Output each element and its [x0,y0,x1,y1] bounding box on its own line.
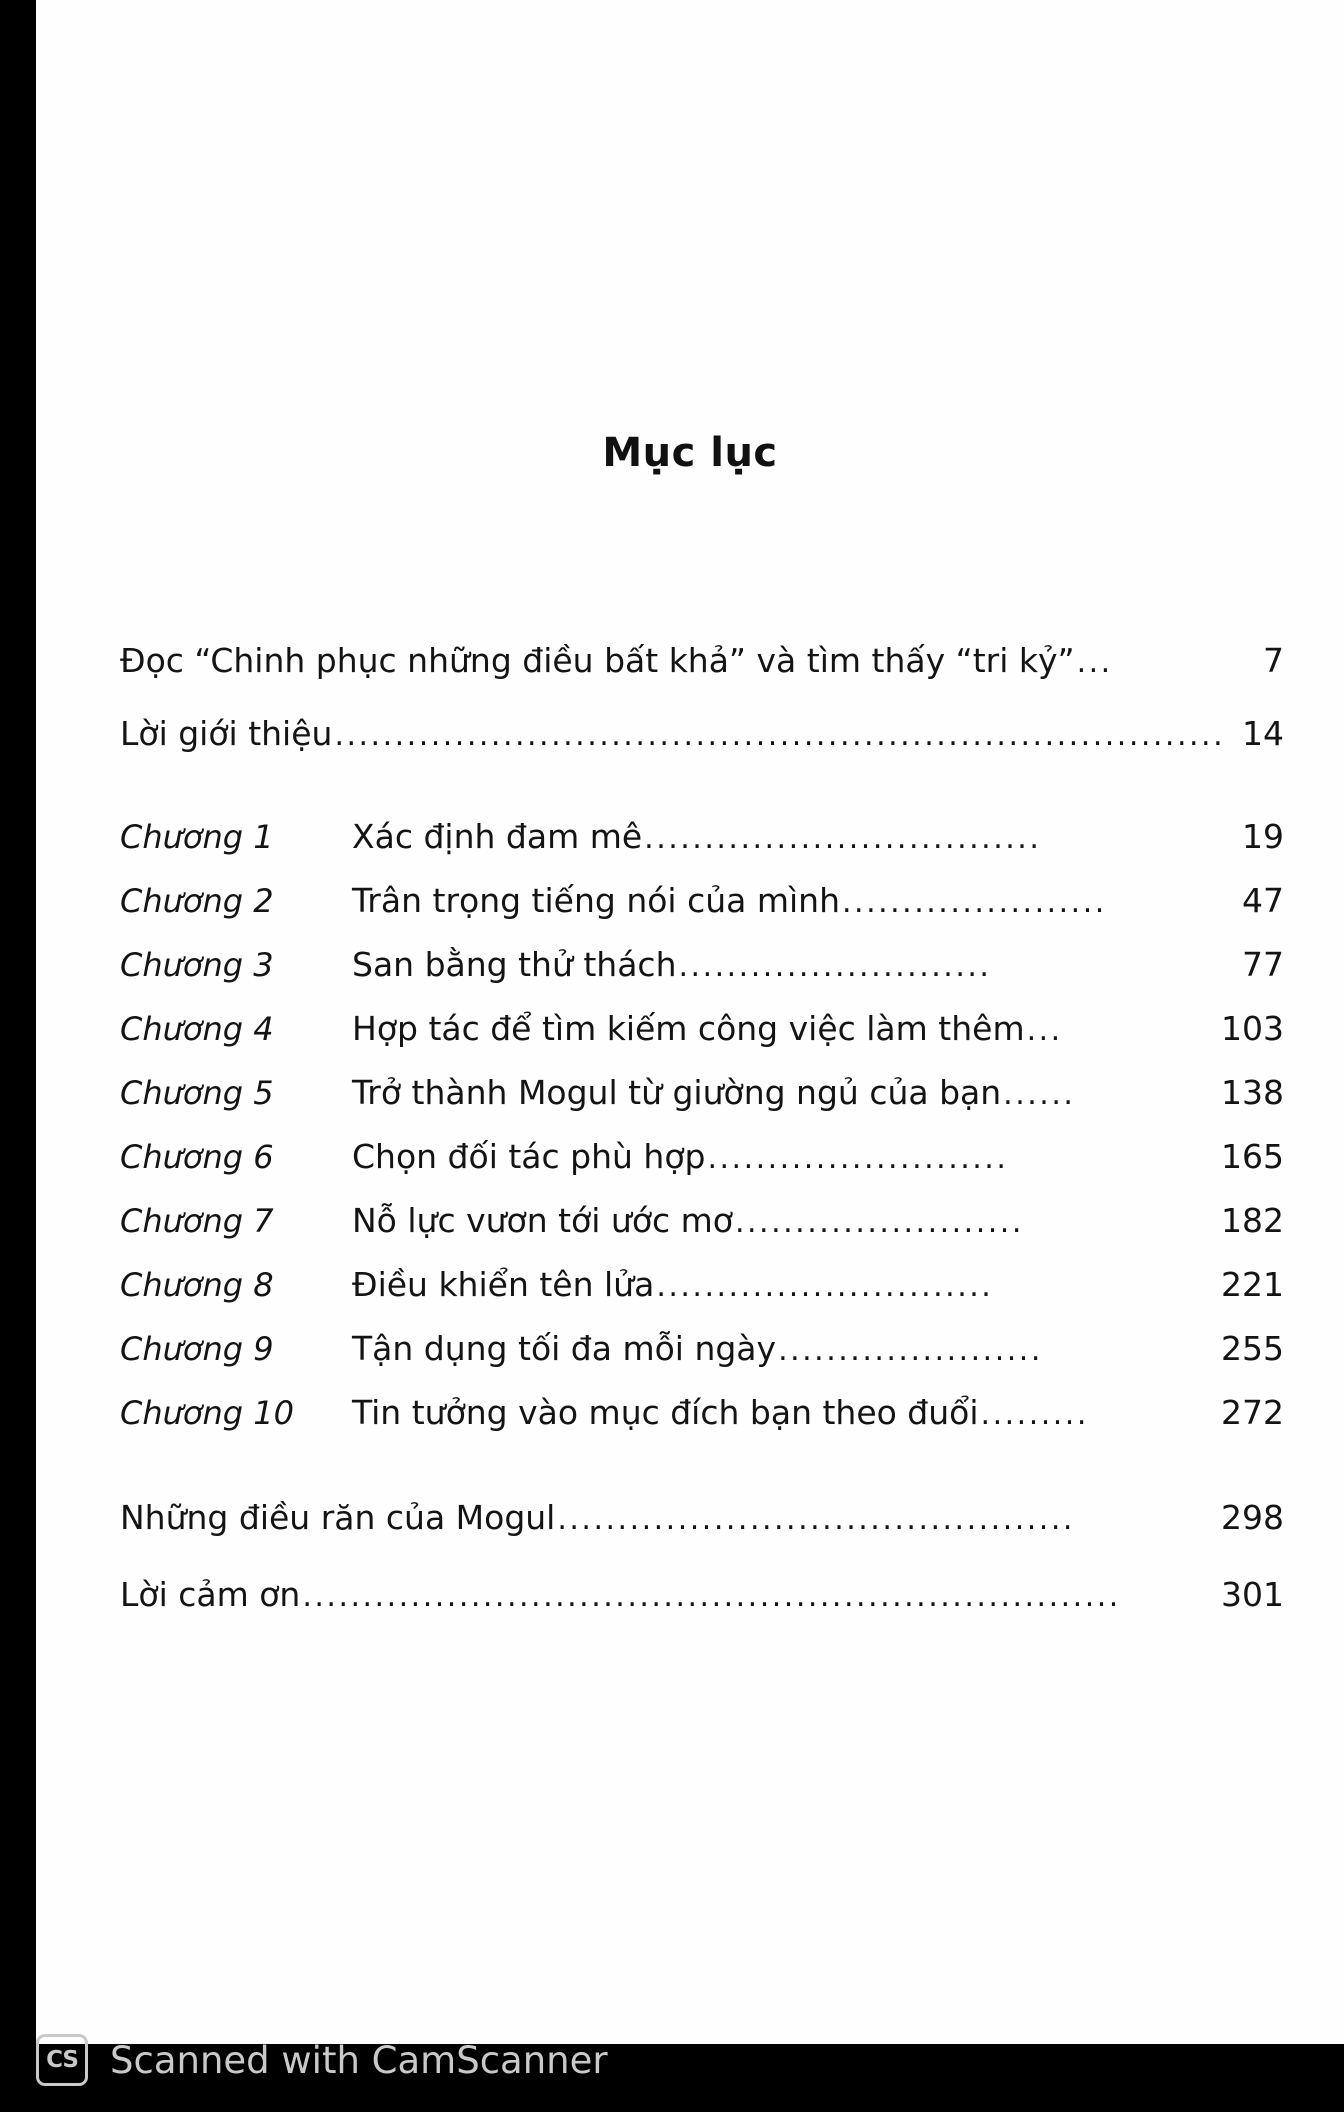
entry-page-number: 138 [1221,1073,1284,1112]
chapter-title: Trở thành Mogul từ giường ngủ của bạn [352,1073,1002,1112]
entry-label: Lời cảm ơn [120,1575,301,1614]
entry-dots: .......................... [678,949,992,984]
chapter-title: Tin tưởng vào mục đích bạn theo đuổi [352,1393,979,1432]
chapter-number: Chương 3 [120,946,274,984]
entry-dots: ........................................... [557,1502,1075,1537]
chapter-number: Chương 7 [120,1202,274,1240]
entry-dots: ................................. [644,821,1042,856]
entry-dots: .......................................................................... [334,718,1226,753]
entry-page-number: 272 [1221,1393,1284,1432]
entry-dots: ......... [980,1397,1089,1432]
entry-dots: ...... [1003,1077,1076,1112]
chapter-number: Chương 4 [120,1010,274,1048]
entry-page-number: 19 [1242,817,1284,856]
list-item [120,881,1284,920]
entry-dots: ... [1026,1013,1063,1048]
list-item [120,817,1284,856]
entry-label: Những điều răn của Mogul [120,1498,556,1537]
chapter-title: Xác định đam mê [352,817,643,856]
list-item [120,1498,1284,1537]
entry-page-number: 47 [1242,881,1284,920]
list-item [120,641,1284,680]
entry-dots: ... [1076,645,1113,680]
chapter-title: Trân trọng tiếng nói của mình [352,881,840,920]
chapter-title: Hợp tác để tìm kiếm công việc làm thêm [352,1009,1025,1048]
list-item [120,1329,1284,1368]
watermark-text: Scanned with CamScanner [110,2038,608,2082]
list-item [120,1265,1284,1304]
entry-page-number: 7 [1263,641,1284,680]
entry-page-number: 298 [1221,1498,1284,1537]
entry-dots: ........................ [734,1205,1024,1240]
toc-entries [36,641,1344,1614]
entry-page-number: 255 [1221,1329,1284,1368]
chapter-number: Chương 8 [120,1266,274,1304]
camscanner-logo-icon: CS [36,2034,88,2086]
chapter-group [120,817,1284,1432]
list-item [120,945,1284,984]
chapter-title: Tận dụng tối đa mỗi ngày [352,1329,777,1368]
entry-page-number: 301 [1221,1575,1284,1614]
camscanner-watermark [36,2030,608,2090]
entry-dots: ...................... [842,885,1107,920]
entry-dots: ......................... [707,1141,1009,1176]
chapter-number: Chương 6 [120,1138,274,1176]
list-item [120,1201,1284,1240]
entry-label: Đọc “Chinh phục những điều bất khả” và tìm thấy “tri kỷ” [120,641,1075,680]
chapter-number: Chương 1 [120,818,274,856]
entry-page-number: 77 [1242,945,1284,984]
entry-page-number: 182 [1221,1201,1284,1240]
chapter-title: Chọn đối tác phù hợp [352,1137,706,1176]
entry-page-number: 221 [1221,1265,1284,1304]
list-item [120,1393,1284,1432]
front-matter-group [120,641,1284,753]
chapter-title: Nỗ lực vươn tới ước mơ [352,1201,733,1240]
list-item [120,1073,1284,1112]
list-item [120,714,1284,753]
entry-dots: ............................ [656,1269,994,1304]
entry-page-number: 103 [1221,1009,1284,1048]
list-item [120,1009,1284,1048]
chapter-number: Chương 9 [120,1330,274,1368]
page-title: Mục lục [602,430,778,476]
entry-dots: ...................... [778,1333,1043,1368]
list-item [120,1575,1284,1614]
chapter-title: San bằng thử thách [352,945,677,984]
chapter-title: Điều khiển tên lửa [352,1265,655,1304]
chapter-number: Chương 2 [120,882,274,920]
back-matter-group [120,1498,1284,1614]
entry-page-number: 14 [1242,714,1284,753]
document-page [36,0,1344,2044]
entry-label: Lời giới thiệu [120,714,333,753]
chapter-number: Chương 5 [120,1074,274,1112]
chapter-number: Chương 10 [120,1394,294,1432]
list-item [120,1137,1284,1176]
entry-page-number: 165 [1221,1137,1284,1176]
entry-dots: .................................................................... [302,1579,1121,1614]
